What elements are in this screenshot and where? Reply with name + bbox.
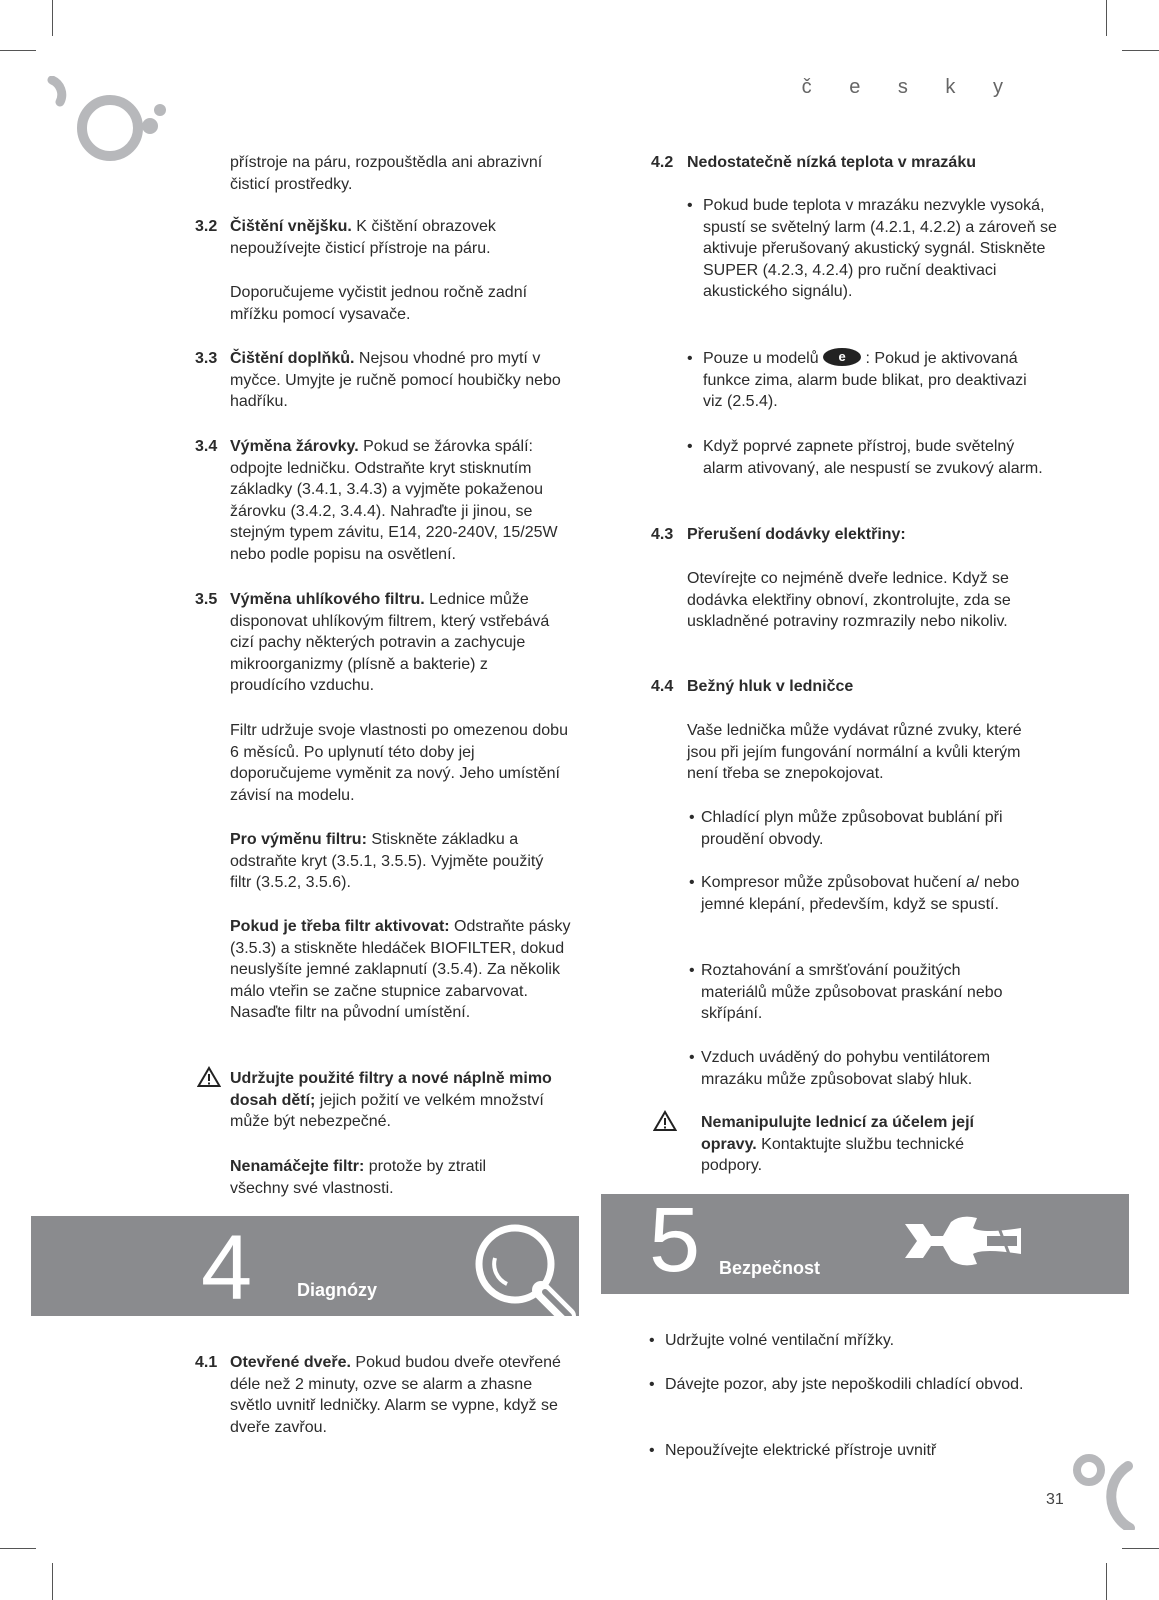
section-body: Lednice může disponovat uhlíkovým filtrem, který vstřebává cizí pachy některých potravin a zachycuje mikroorganizmy (plísně a bakterie) z proudícího vzduchu. [230, 591, 550, 695]
list-item: • Kompresor může způsobovat hučení a/ nebo jemné klepání, především, když se spustí. [689, 874, 1020, 913]
list-item-text: Chladící plyn může způsobovat bublání při proudění obvody. [701, 809, 1003, 848]
section-4-4-title: Bežný hluk v ledničce [687, 678, 854, 695]
section-4-3-title: Přerušení dodávky elektřiny: [687, 526, 906, 543]
section-3-5-para: Filtr udržuje svoje vlastnosti po omezenou dobu 6 měsíců. Po uplynutí této doby jej doporučujeme vyměnit za nový. Jeho umístění závisí na modelu. [230, 722, 568, 804]
crop-mark [1106, 0, 1107, 36]
para-body: Odstraňte pásky (3.5.3) a stiskněte hledáček BIOFILTER, dokud neuslyšíte jemné zaklapnutí (3.5.4). Za několik málo vteřin se začne stupnice zabarvovat. Nasaďte filtr na původní umístění. [230, 918, 571, 1022]
section-4-title: Diagnózy [297, 1280, 378, 1300]
section-number: 3.4 [195, 438, 218, 455]
list-item-text: Nepoužívejte elektrické přístroje uvnitř [665, 1442, 937, 1459]
section-3-2-text [230, 216, 585, 259]
warning-title: Nenamáčejte filtr: [230, 1158, 365, 1175]
language-label: č e s k y [801, 76, 1019, 98]
list-item-text: Vzduch uváděný do pohybu ventilátorem mrazáku může způsobovat slabý hluk. [701, 1049, 991, 1088]
para-title: Pokud je třeba filtr aktivovat: [230, 918, 450, 935]
list-item: • Dávejte pozor, aby jste nepoškodili chladící obvod. [649, 1376, 1024, 1393]
list-item-text: Pokud bude teplota v mrazáku nezvykle vysoká, spustí se světelný larm (4.2.1, 4.2.2) a zároveň se aktivuje přerušovaný akustický sygnál. Stiskněte SUPER (4.2.3, 4.2.4) pro ruční deaktivaci akustického signálu). [703, 197, 1057, 301]
section-title: Čištění vnějšku. [230, 218, 352, 235]
list-item-text: : Pokud je aktivovaná funkce zima, alarm bude blikat, pro deaktivazi viz (2.5.4). [703, 350, 1027, 411]
section-body: Pokud se žárovka spálí: odpojte ledničku. Odstraňte kryt stisknutím základky (3.4.1, 3.4.3) a vyjměte pokaženou žárovku (3.4.2, 3.4.4). Nahraďte ji jinou, se stejným typem závitu, E14, 220-240V, 15/25W nebo podle popisu na osvětlení. [230, 438, 558, 563]
section-number: 4.2 [651, 154, 674, 171]
warning-soak-text [230, 1156, 540, 1199]
section-5-title: Bezpečnost [719, 1258, 821, 1278]
crop-mark [52, 0, 53, 36]
warning-body: Kontaktujte službu technické podpory. [701, 1135, 964, 1175]
crop-mark [0, 1548, 36, 1549]
section-number: 3.3 [195, 350, 218, 367]
model-e-badge-icon [823, 348, 861, 366]
list-item: • Chladící plyn může způsobovat bublání při proudění obvody. [689, 809, 1003, 848]
warning-repair-text [701, 1112, 1026, 1177]
section-3-4-text [230, 436, 585, 566]
section-number: 4.4 [651, 678, 674, 695]
crop-mark [0, 50, 36, 51]
section-3-3-text [230, 348, 585, 413]
warning-title: Udržujte použité filtry a nové náplně mimo dosah dětí; [230, 1070, 552, 1109]
list-item: • Když poprvé zapnete přístroj, bude světelný alarm ativovaný, ale nespustí se zvukový alarm. [687, 438, 1043, 477]
section-number: 4.1 [195, 1354, 218, 1371]
section-5-banner [601, 1194, 1129, 1294]
section-5-number: 5 [649, 1194, 701, 1291]
section-number: 4.3 [651, 526, 674, 543]
magnifier-icon [471, 1222, 579, 1316]
para-title: Pro výměnu filtru: [230, 831, 367, 848]
section-4-number: 4 [201, 1217, 253, 1316]
section-4-2-title: Nedostatečně nízká teplota v mrazáku [687, 154, 976, 171]
list-item: • Pokud bude teplota v mrazáku nezvykle vysoká, spustí se světelný larm (4.2.1, 4.2.2) a zároveň se aktivuje přerušovaný akustický sygnál. Stiskněte SUPER (4.2.3, 4.2.4) pro ruční deaktivaci akustického signálu). [687, 197, 1057, 301]
warning-body: protože by ztratil všechny své vlastnosti. [230, 1158, 487, 1197]
section-title: Otevřené dveře. [230, 1354, 351, 1371]
section-body: Nejsou vhodné pro mytí v myčce. Umyjte je ručně pomocí houbičky nebo hadříku. [230, 350, 561, 411]
list-item-text: Roztahování a smršťování použitých materiálů může způsobovat praskání nebo skřípání. [701, 962, 1003, 1023]
section-body: K čištění obrazovek nepoužívejte čisticí přístroje na páru. [230, 218, 496, 257]
section-title: Čištění doplňků. [230, 350, 355, 367]
warning-icon [197, 1066, 221, 1088]
section-4-4-text: Vaše lednička může vydávat různé zvuky, které jsou při jejím fungování normální a kvůli kterým není třeba se znepokojovat. [687, 722, 1022, 783]
warning-filters-text [230, 1068, 575, 1133]
section-3-2-para: Doporučujeme vyčistit jednou ročně zadní mřížku pomocí vysavače. [230, 284, 528, 323]
section-title: Výměna žárovky. [230, 438, 359, 455]
section-4-banner [31, 1216, 579, 1316]
list-item-text: Udržujte volné ventilační mřížky. [665, 1332, 895, 1349]
list-item-text: Dávejte pozor, aby jste nepoškodili chladící obvod. [665, 1376, 1024, 1393]
warning-icon [653, 1110, 677, 1132]
intro-text: přístroje na páru, rozpouštědla ani abrazivní čisticí prostředky. [230, 154, 543, 193]
section-number: 3.5 [195, 591, 218, 608]
section-number: 3.2 [195, 218, 218, 235]
list-item: • Udržujte volné ventilační mřížky. [649, 1332, 895, 1349]
para-body: Stiskněte základku a odstraňte kryt (3.5.1, 3.5.5). Vyjměte použitý filtr (3.5.2, 3.5.6). [230, 831, 544, 892]
section-3-5-replace [230, 829, 550, 894]
section-3-5-activate [230, 916, 580, 1024]
crop-mark [1122, 50, 1159, 51]
crop-mark [1122, 1548, 1159, 1549]
list-item: • Roztahování a smršťování použitých materiálů může způsobovat praskání nebo skřípání. [689, 962, 1003, 1023]
bubbles-logo-icon [1072, 1450, 1159, 1530]
section-title: Výměna uhlíkového filtru. [230, 591, 425, 608]
list-item: • Vzduch uváděný do pohybu ventilátorem mrazáku může způsobovat slabý hluk. [689, 1049, 991, 1088]
list-item-text: Když poprvé zapnete přístroj, bude světelný alarm ativovaný, ale nespustí se zvukový alarm. [703, 438, 1043, 477]
warning-body: jejich požití ve velkém množství může být nebezpečné. [230, 1091, 544, 1131]
section-body: Pokud budou dveře otevřené déle než 2 minuty, ozve se alarm a zhasne světlo uvnitř ledničky. Alarm se vypne, když se dveře zavřou. [230, 1354, 561, 1436]
bubbles-logo-icon [46, 76, 171, 166]
warning-title: Nemanipulujte lednicí za účelem její opravy. [701, 1114, 974, 1153]
wrench-icon [903, 1214, 1023, 1268]
section-4-1-text [230, 1352, 570, 1438]
section-3-5-text [230, 589, 565, 697]
badge-letter: e [838, 349, 846, 364]
list-item-text: Kompresor může způsobovat hučení a/ nebo jemné klepání, především, když se spustí. [701, 874, 1020, 913]
crop-mark [1106, 1563, 1107, 1600]
section-4-3-text: Otevírejte co nejméně dveře lednice. Když se dodávka elektřiny obnoví, zkontrolujte, zda se uskladněné potraviny rozmrazily nebo nikoliv. [687, 570, 1011, 631]
list-item: • Pouze u modelů e : Pokud je aktivovaná funkce zima, alarm bude blikat, pro deaktivazi viz (2.5.4). [687, 349, 1027, 411]
page-number: 31 [1046, 1491, 1064, 1508]
list-item-text: Pouze u modelů [703, 350, 824, 367]
list-item: • Nepoužívejte elektrické přístroje uvnitř [649, 1442, 937, 1459]
crop-mark [52, 1563, 53, 1600]
